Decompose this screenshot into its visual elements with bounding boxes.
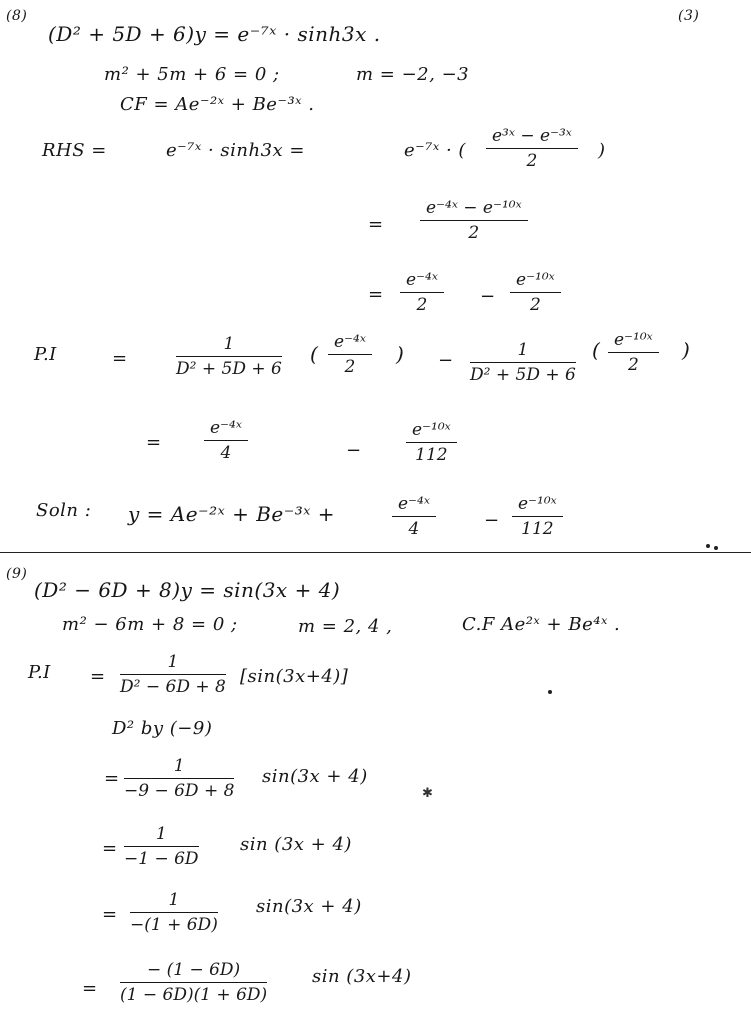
problem-8-rhs-expand-close: ) xyxy=(598,140,606,161)
problem-8-solution-minus: − xyxy=(484,510,500,531)
ink-dot xyxy=(548,690,552,694)
problem-9-roots: m = 2, 4 , xyxy=(298,616,393,637)
problem-8-number: (8) xyxy=(6,8,28,24)
problem-9-pi-operator xyxy=(120,652,226,697)
problem-8-step3-fraction-a xyxy=(400,270,444,315)
problem-8-pi-arg-b-fraction xyxy=(608,330,659,375)
problem-9-pi-argument: [sin(3x+4)] xyxy=(240,666,349,687)
problem-8-rhs-expand-lead: e⁻⁷ˣ · ( xyxy=(404,140,466,161)
fraction-denominator: 4 xyxy=(408,519,420,539)
fraction-numerator: e³ˣ − e⁻³ˣ xyxy=(486,126,578,149)
ink-dot xyxy=(706,544,710,548)
fraction-denominator: 112 xyxy=(415,445,448,465)
problem-9-step4-argument: sin (3x+4) xyxy=(312,966,412,987)
fraction-denominator: D² − 6D + 8 xyxy=(120,677,226,697)
fraction-numerator: 1 xyxy=(120,652,226,675)
problem-8-pi2-minus: − xyxy=(346,440,362,461)
fraction-numerator: 1 xyxy=(124,824,199,847)
fraction-numerator: 1 xyxy=(470,340,576,363)
problem-8-pi-minus: − xyxy=(438,350,454,371)
problem-9-step2-fraction xyxy=(124,824,199,869)
fraction-denominator: (1 − 6D)(1 + 6D) xyxy=(120,985,268,1005)
problem-9-step1-equals: = xyxy=(104,768,120,789)
problem-8-pi-equals: = xyxy=(112,348,128,369)
fraction-numerator: 1 xyxy=(176,334,282,357)
fraction-denominator: −(1 + 6D) xyxy=(130,915,218,935)
fraction-denominator: D² + 5D + 6 xyxy=(176,359,282,379)
fraction-numerator: e⁻¹⁰ˣ xyxy=(406,420,457,443)
problem-8-step3-equals: = xyxy=(368,284,384,305)
problem-8-solution-fraction-b xyxy=(512,494,563,539)
problem-9-step4-fraction xyxy=(120,960,267,1005)
problem-8-step3-minus: − xyxy=(480,286,496,307)
problem-9-step3-argument: sin(3x + 4) xyxy=(256,896,362,917)
problem-9-step3-fraction xyxy=(130,890,218,935)
problem-9-number: (9) xyxy=(6,566,28,582)
fraction-numerator: e⁻⁴ˣ xyxy=(328,332,372,355)
fraction-denominator: −1 − 6D xyxy=(124,849,199,869)
fraction-denominator: 112 xyxy=(521,519,554,539)
problem-8-roots: m = −2, −3 xyxy=(356,64,470,85)
problem-8-pi-arg-a-fraction xyxy=(328,332,372,377)
problem-9-step2-equals: = xyxy=(102,838,118,859)
fraction-numerator: e⁻⁴ˣ xyxy=(392,494,436,517)
problem-8-pi2-fraction-a xyxy=(204,418,248,463)
ink-mark: ✱ xyxy=(422,786,433,801)
ink-dot xyxy=(714,546,718,550)
problem-8-pi-operator-b xyxy=(470,340,576,385)
problem-9-step2-argument: sin (3x + 4) xyxy=(240,834,352,855)
problem-9-replacement-note: D² by (−9) xyxy=(112,718,213,739)
problem-8-step2-fraction xyxy=(420,198,528,243)
problem-8-pi-arg-a-close: ) xyxy=(396,342,405,366)
fraction-numerator: e⁻¹⁰ˣ xyxy=(608,330,659,353)
problem-8-pi2-fraction-b xyxy=(406,420,457,465)
problem-9-aux-equation: m² − 6m + 8 = 0 ; xyxy=(62,614,238,635)
problem-8-equation: (D² + 5D + 6)y = e⁻⁷ˣ · sinh3x . xyxy=(48,22,381,46)
fraction-denominator: 2 xyxy=(526,151,538,171)
fraction-numerator: 1 xyxy=(130,890,218,913)
problem-8-step3-fraction-b xyxy=(510,270,561,315)
fraction-denominator: D² + 5D + 6 xyxy=(470,365,576,385)
problem-8-pi-arg-a-open: ( xyxy=(310,342,319,366)
problem-9-pi-label: P.I xyxy=(28,662,51,683)
fraction-numerator: e⁻⁴ˣ xyxy=(204,418,248,441)
page-number: (3) xyxy=(678,8,700,24)
problem-8-pi-arg-b-close: ) xyxy=(682,338,691,362)
fraction-numerator: 1 xyxy=(124,756,234,779)
fraction-denominator: 4 xyxy=(220,443,232,463)
section-divider xyxy=(0,552,751,553)
problem-9-step4-equals: = xyxy=(82,978,98,999)
fraction-denominator: 2 xyxy=(627,355,639,375)
problem-8-pi-label: P.I xyxy=(34,344,57,365)
problem-8-aux-equation: m² + 5m + 6 = 0 ; xyxy=(104,64,280,85)
problem-8-solution-label: Soln : xyxy=(36,500,92,521)
problem-9-equation: (D² − 6D + 8)y = sin(3x + 4) xyxy=(34,578,341,602)
problem-8-complementary-function: CF = Ae⁻²ˣ + Be⁻³ˣ . xyxy=(120,94,315,115)
problem-8-solution-fraction-a xyxy=(392,494,436,539)
problem-9-step1-fraction xyxy=(124,756,234,801)
problem-8-rhs-expand-fraction xyxy=(486,126,578,171)
fraction-denominator: 2 xyxy=(468,223,480,243)
problem-8-pi-operator-a xyxy=(176,334,282,379)
fraction-denominator: −9 − 6D + 8 xyxy=(124,781,235,801)
problem-9-pi-equals: = xyxy=(90,666,106,687)
fraction-numerator: e⁻¹⁰ˣ xyxy=(510,270,561,293)
problem-9-step1-argument: sin(3x + 4) xyxy=(262,766,368,787)
fraction-denominator: 2 xyxy=(344,357,356,377)
fraction-numerator: − (1 − 6D) xyxy=(120,960,267,983)
problem-8-solution-expression: y = Ae⁻²ˣ + Be⁻³ˣ + xyxy=(128,502,336,526)
fraction-denominator: 2 xyxy=(529,295,541,315)
problem-8-rhs-expression: e⁻⁷ˣ · sinh3x = xyxy=(166,140,306,161)
problem-8-rhs-label: RHS = xyxy=(42,140,107,161)
fraction-denominator: 2 xyxy=(416,295,428,315)
fraction-numerator: e⁻⁴ˣ − e⁻¹⁰ˣ xyxy=(420,198,528,221)
problem-8-pi-arg-b-open: ( xyxy=(592,338,601,362)
problem-9-step3-equals: = xyxy=(102,904,118,925)
problem-9-complementary-function: C.F Ae²ˣ + Be⁴ˣ . xyxy=(462,614,621,635)
problem-8-pi2-equals: = xyxy=(146,432,162,453)
problem-8-step2-equals: = xyxy=(368,214,384,235)
fraction-numerator: e⁻⁴ˣ xyxy=(400,270,444,293)
fraction-numerator: e⁻¹⁰ˣ xyxy=(512,494,563,517)
